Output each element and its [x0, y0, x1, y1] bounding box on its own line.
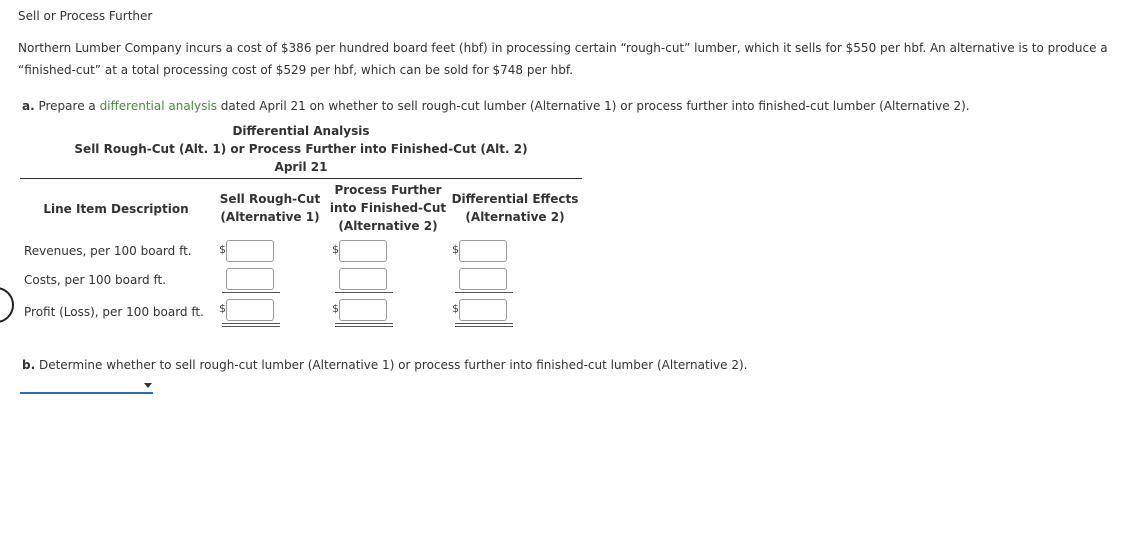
total-double-rule: [455, 323, 513, 324]
revenues-alt2-input[interactable]: [339, 240, 387, 262]
column-header-alt1-line1: Sell Rough-Cut: [219, 192, 321, 206]
profit-diff-input[interactable]: [459, 299, 507, 321]
part-a-letter: a.: [22, 99, 35, 113]
revenues-alt1-input[interactable]: [226, 240, 274, 262]
table-heading-title: Differential Analysis: [232, 124, 370, 138]
problem-text-line-1: Northern Lumber Company incurs a cost of $386 per hundred board feet (hbf) in processing certain “rough-cut” lumber, which it sells for $550 per hbf. An alternative is to produce a: [18, 41, 1108, 55]
column-header-alt2-line3: (Alternative 2): [338, 219, 438, 233]
row-label-revenues: Revenues, per 100 board ft.: [24, 244, 192, 258]
sum-rule: [222, 292, 280, 293]
step-marker-ring: [0, 287, 14, 323]
total-double-rule: [455, 326, 513, 327]
column-header-diff-line2: (Alternative 2): [465, 210, 565, 224]
column-header-diff-line1: Differential Effects: [451, 192, 579, 206]
currency-symbol: $: [452, 302, 459, 315]
row-label-profit: Profit (Loss), per 100 board ft.: [24, 305, 204, 319]
table-heading-subtitle: Sell Rough-Cut (Alt. 1) or Process Further into Finished-Cut (Alt. 2): [74, 142, 528, 156]
decision-dropdown[interactable]: [20, 378, 153, 394]
total-double-rule: [335, 326, 393, 327]
revenues-diff-input[interactable]: [459, 240, 507, 262]
costs-diff-input[interactable]: [459, 268, 507, 290]
page-title: Sell or Process Further: [18, 9, 153, 23]
table-heading-date: April 21: [274, 160, 328, 174]
row-label-costs: Costs, per 100 board ft.: [24, 273, 167, 287]
column-header-alt1-line2: (Alternative 1): [220, 210, 320, 224]
part-a-prefix: Prepare a: [34, 99, 100, 113]
costs-alt2-input[interactable]: [339, 268, 387, 290]
chevron-down-icon: [144, 383, 152, 388]
profit-alt2-input[interactable]: [339, 299, 387, 321]
column-header-alt2-line2: into Finished-Cut: [329, 201, 447, 215]
total-double-rule: [222, 326, 280, 327]
currency-symbol: $: [332, 243, 339, 256]
sum-rule: [455, 292, 513, 293]
currency-symbol: $: [219, 302, 226, 315]
total-double-rule: [222, 323, 280, 324]
part-b-letter: b.: [22, 358, 36, 372]
problem-text-line-2: “finished-cut” at a total processing cost of $529 per hbf, which can be sold for $748 per hbf.: [18, 63, 574, 77]
column-header-description: Line Item Description: [43, 202, 189, 216]
differential-analysis-link[interactable]: differential analysis: [99, 99, 217, 113]
part-a-instruction: [22, 99, 970, 113]
sum-rule: [335, 292, 393, 293]
costs-alt1-input[interactable]: [226, 268, 274, 290]
currency-symbol: $: [219, 243, 226, 256]
currency-symbol: $: [332, 302, 339, 315]
part-b-instruction: [22, 358, 747, 372]
column-header-alt2-line1: Process Further: [334, 183, 442, 197]
currency-symbol: $: [452, 243, 459, 256]
part-b-text: Determine whether to sell rough-cut lumber (Alternative 1) or process further into finished-cut lumber (Alternative 2).: [35, 358, 748, 372]
table-heading-rule: [20, 178, 582, 179]
total-double-rule: [335, 323, 393, 324]
part-a-suffix: dated April 21 on whether to sell rough-cut lumber (Alternative 1) or process further into finished-cut lumber (Alternative 2).: [216, 99, 970, 113]
profit-alt1-input[interactable]: [226, 299, 274, 321]
